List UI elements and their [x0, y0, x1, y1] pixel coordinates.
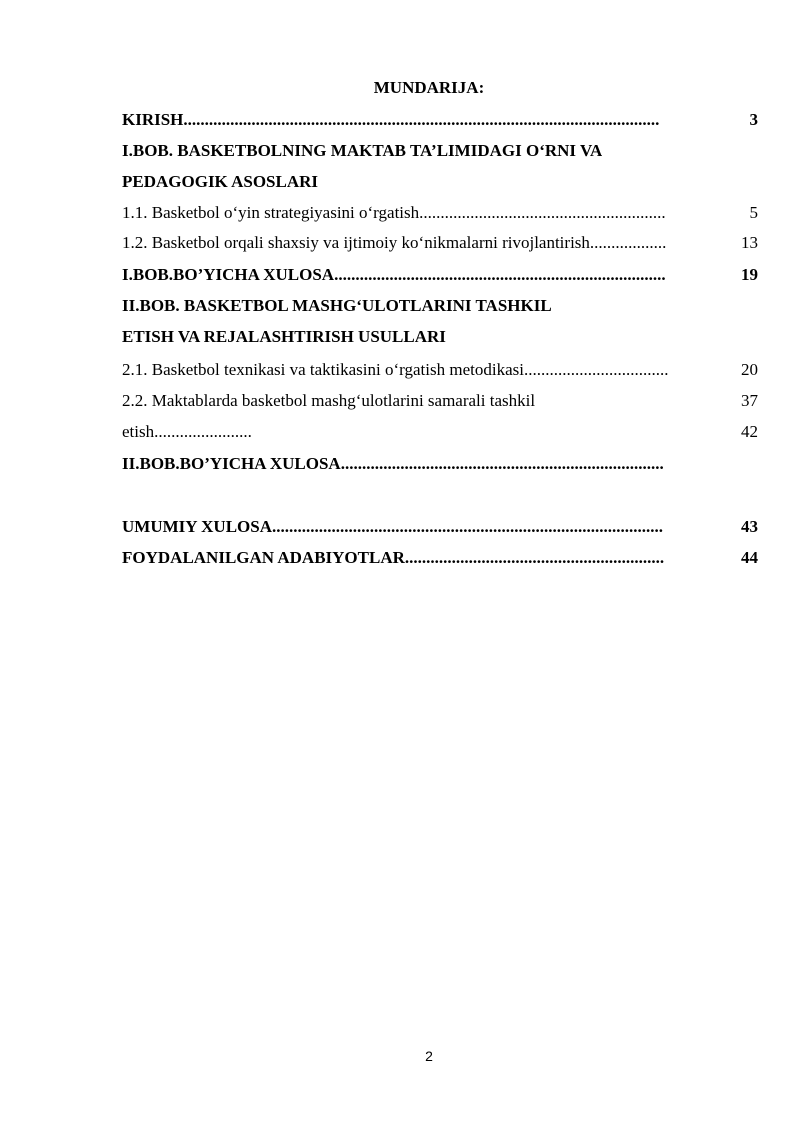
- toc-entry-text: II.BOB. BASKETBOL MASHG‘ULOTLARINI TASHKIL: [122, 296, 552, 315]
- toc-chapter-1-conclusion[interactable]: [122, 263, 762, 287]
- toc-entry-text: 2.1. Basketbol texnikasi va taktikasini o‘rgatish metodikasi..................................: [122, 360, 669, 379]
- toc-entry-text: 2.2. Maktablarda basketbol mashg‘ulotlarini samarali tashkil: [122, 391, 536, 410]
- toc-entry-text: KIRISH................................................................................................................: [122, 110, 660, 129]
- toc-entry-text: PEDAGOGIK ASOSLARI: [122, 172, 319, 191]
- toc-entry-text: I.BOB.BO’YICHA XULOSA..............................................................................: [122, 265, 666, 284]
- toc-section-1-1[interactable]: [122, 201, 762, 225]
- toc-entry-text: UMUMIY XULOSA............................................................................................: [122, 517, 664, 536]
- toc-entry-text: etish.......................: [122, 422, 252, 441]
- toc-page-number: 3: [749, 110, 758, 129]
- toc-entry-text: ETISH VA REJALASHTIRISH USULLARI: [122, 327, 446, 346]
- toc-page-number: 43: [741, 517, 758, 536]
- toc-entry-kirish[interactable]: [122, 108, 762, 132]
- toc-chapter-2-conclusion[interactable]: [122, 452, 762, 476]
- toc-entry-text: FOYDALANILGAN ADABIYOTLAR.............................................................: [122, 548, 665, 567]
- toc-chapter-1-title-line-1[interactable]: [122, 139, 762, 163]
- toc-chapter-2-title-line-1[interactable]: [122, 294, 762, 318]
- toc-entry-text: I.BOB. BASKETBOLNING MAKTAB TA’LIMIDAGI O‘RNI VA: [122, 141, 603, 160]
- toc-section-2-2-continued[interactable]: [122, 420, 762, 444]
- toc-page-number: 13: [741, 233, 758, 252]
- toc-entry-text: 1.2. Basketbol orqali shaxsiy va ijtimoiy ko‘nikmalarni rivojlantirish..................: [122, 233, 667, 252]
- toc-entry-text: II.BOB.BO’YICHA XULOSA............................................................................: [122, 454, 664, 473]
- page-number: 2: [425, 1048, 433, 1064]
- toc-section-1-2[interactable]: [122, 231, 762, 255]
- toc-chapter-1-title-line-2[interactable]: [122, 170, 762, 194]
- toc-page-number: 44: [741, 548, 758, 567]
- toc-section-2-1[interactable]: [122, 358, 762, 382]
- toc-title: MUNDARIJA:: [373, 78, 485, 97]
- toc-page-number: 5: [749, 203, 758, 222]
- toc-page-number: 42: [741, 422, 758, 441]
- toc-entry-text: 1.1. Basketbol o‘yin strategiyasini o‘rgatish..........................................................: [122, 203, 666, 222]
- toc-page-number: 19: [741, 265, 758, 284]
- toc-chapter-2-title-line-2[interactable]: [122, 325, 762, 349]
- toc-page-number: 37: [741, 391, 758, 410]
- toc-general-conclusion[interactable]: [122, 515, 762, 539]
- toc-section-2-2[interactable]: [122, 389, 762, 413]
- toc-page-number: 20: [741, 360, 758, 379]
- toc-references[interactable]: [122, 546, 762, 570]
